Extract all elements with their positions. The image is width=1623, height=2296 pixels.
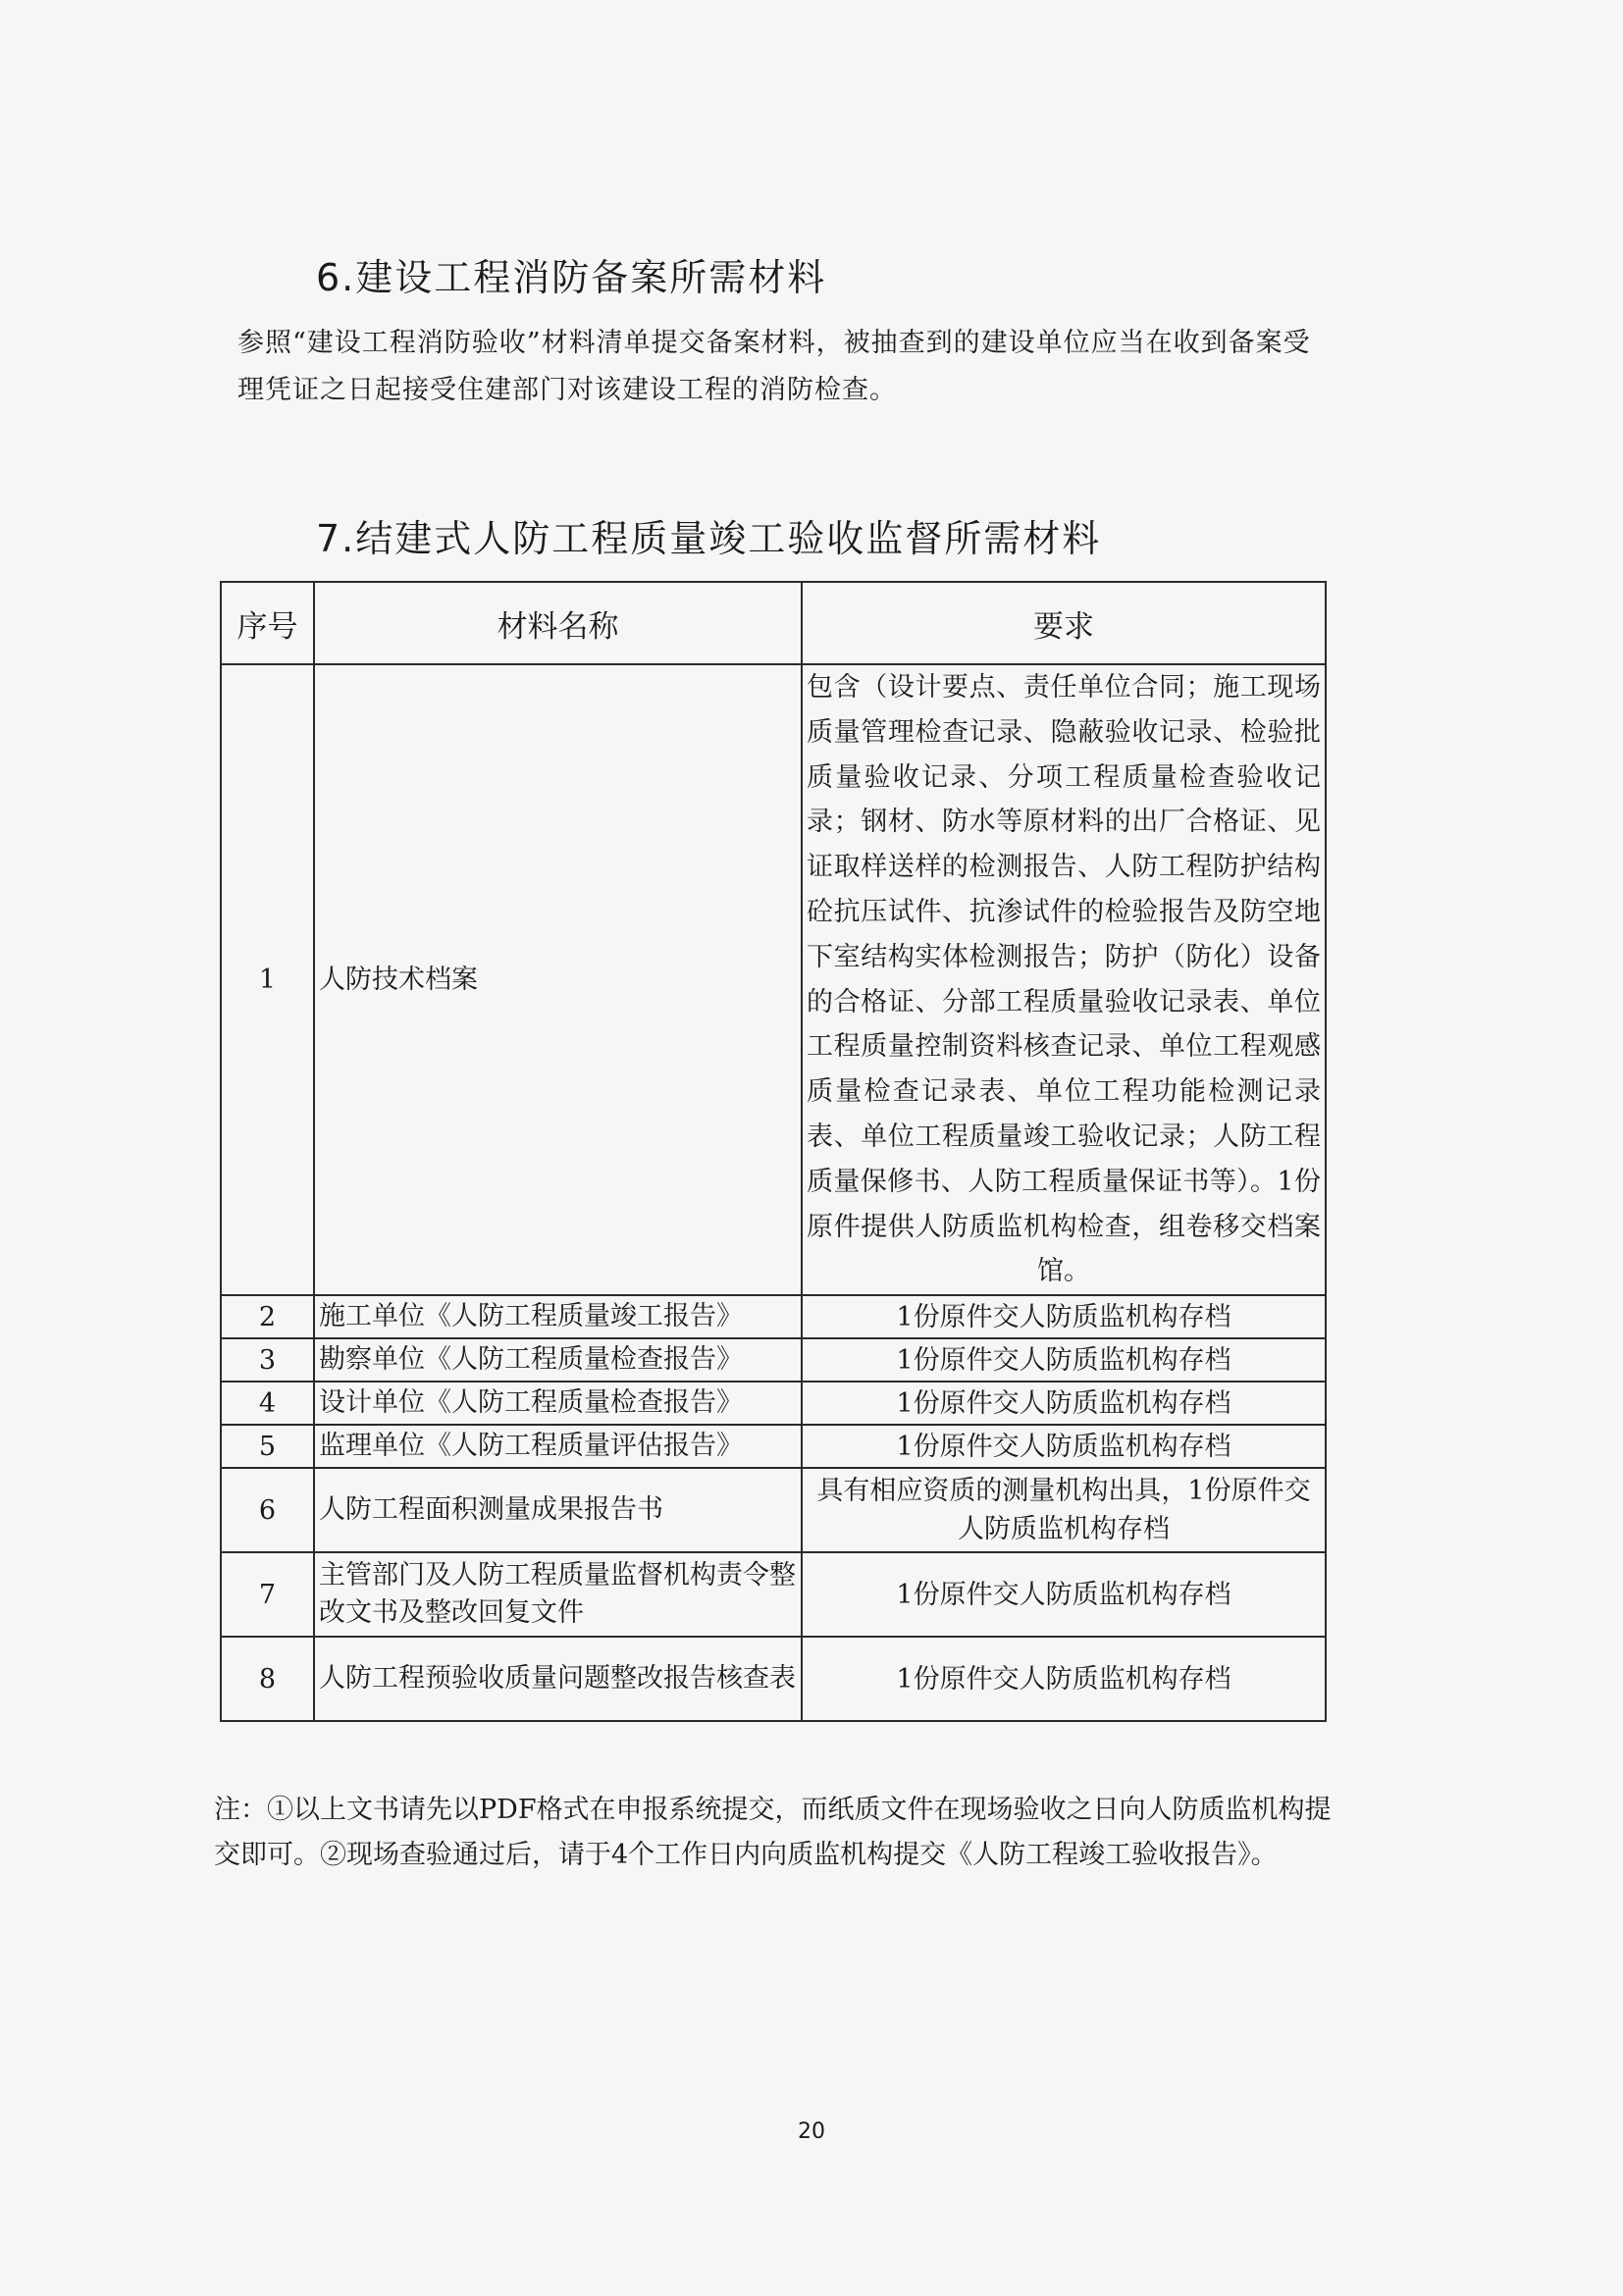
row-name: 设计单位《人防工程质量检查报告》	[314, 1382, 802, 1425]
section-7-title: 7.结建式人防工程质量竣工验收监督所需材料	[316, 517, 1102, 560]
section-6-title: 6.建设工程消防备案所需材料	[316, 256, 827, 299]
table-header-row	[221, 582, 1326, 664]
table-row	[221, 1425, 1326, 1468]
row-requirement: 1份原件交人防质监机构存档	[802, 1382, 1326, 1425]
row-no: 4	[221, 1382, 314, 1425]
row-requirement: 1份原件交人防质监机构存档	[802, 1295, 1326, 1338]
header-requirement: 要求	[802, 582, 1326, 664]
row-name: 人防工程面积测量成果报告书	[314, 1468, 802, 1552]
row-name: 主管部门及人防工程质量监督机构责令整改文书及整改回复文件	[314, 1552, 802, 1637]
table-row	[221, 1468, 1326, 1552]
row-no: 7	[221, 1552, 314, 1637]
row-no: 5	[221, 1425, 314, 1468]
table-note: 注：①以上文书请先以PDF格式在申报系统提交，而纸质文件在现场验收之日向人防质监机构提交即可。②现场查验通过后，请于4个工作日内向质监机构提交《人防工程竣工验收报告》。	[214, 1795, 1332, 1870]
row-name: 人防技术档案	[314, 664, 802, 1295]
row-name: 人防工程预验收质量问题整改报告核查表	[314, 1637, 802, 1721]
row-requirement: 1份原件交人防质监机构存档	[802, 1552, 1326, 1637]
row-no: 6	[221, 1468, 314, 1552]
materials-table	[220, 581, 1327, 1722]
row-name: 施工单位《人防工程质量竣工报告》	[314, 1295, 802, 1338]
row-requirement: 具有相应资质的测量机构出具，1份原件交人防质监机构存档	[802, 1468, 1326, 1552]
row-name: 监理单位《人防工程质量评估报告》	[314, 1425, 802, 1468]
row-no: 8	[221, 1637, 314, 1721]
row-requirement: 包含（设计要点、责任单位合同；施工现场质量管理检查记录、隐蔽验收记录、检验批质量验收记录、分项工程质量检查验收记录；钢材、防水等原材料的出厂合格证、见证取样送样的检测报告、人防工程防护结构砼抗压试件、抗渗试件的检验报告及防空地下室结构实体检测报告；防护（防化）设备的合格证、分部工程质量验收记录表、单位工程质量控制资料核查记录、单位工程观感质量检查记录表、单位工程功能检测记录表、单位工程质量竣工验收记录；人防工程质量保修书、人防工程质量保证书等）。1份原件提供人防质监机构检查，组卷移交档案馆。	[802, 664, 1326, 1295]
page-number: 20	[798, 2119, 825, 2144]
table-row	[221, 1552, 1326, 1637]
table-row	[221, 664, 1326, 1295]
row-no: 1	[221, 664, 314, 1295]
header-no: 序号	[221, 582, 314, 664]
row-name: 勘察单位《人防工程质量检查报告》	[314, 1338, 802, 1382]
table-row	[221, 1295, 1326, 1338]
row-no: 2	[221, 1295, 314, 1338]
row-requirement: 1份原件交人防质监机构存档	[802, 1425, 1326, 1468]
section-6-body: 参照“建设工程消防验收”材料清单提交备案材料，被抽查到的建设单位应当在收到备案受理凭证之日起接受住建部门对该建设工程的消防检查。	[237, 328, 1311, 405]
row-requirement: 1份原件交人防质监机构存档	[802, 1637, 1326, 1721]
row-no: 3	[221, 1338, 314, 1382]
table-row	[221, 1338, 1326, 1382]
table-row	[221, 1637, 1326, 1721]
table-row	[221, 1382, 1326, 1425]
row-requirement: 1份原件交人防质监机构存档	[802, 1338, 1326, 1382]
header-name: 材料名称	[314, 582, 802, 664]
